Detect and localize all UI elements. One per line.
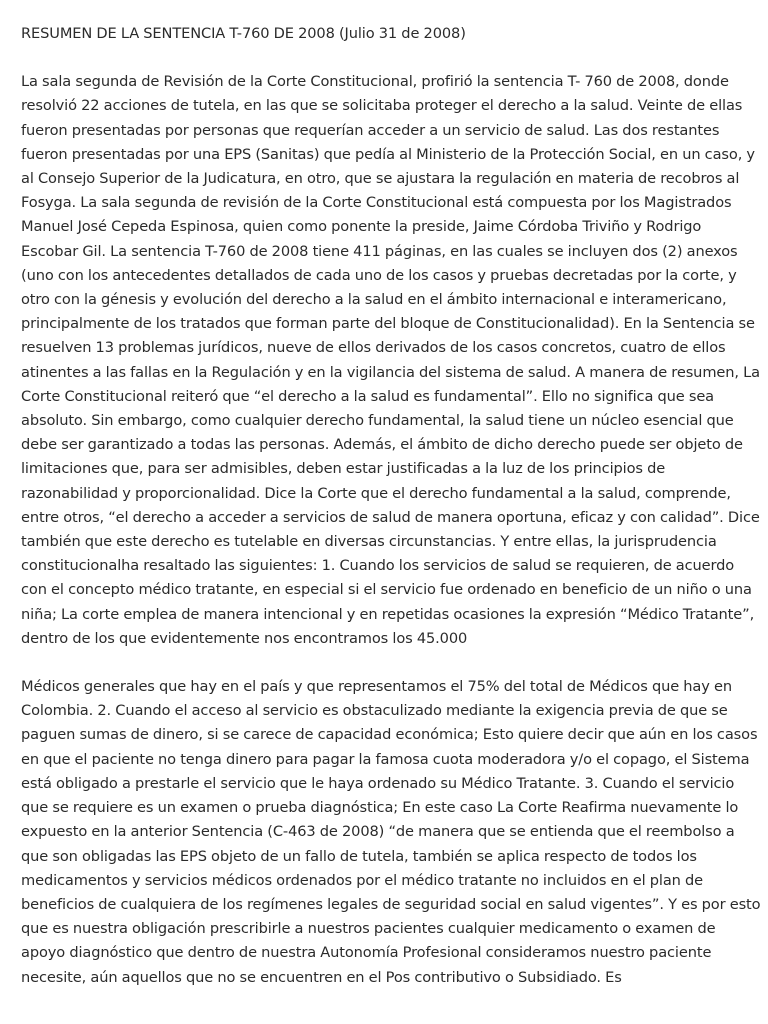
paragraph-1: La sala segunda de Revisión de la Corte Constitucional, profirió la sentencia T- 760 de 2008, donde resolvió 22 acciones de tutela, en las que se solicitaba proteger el derecho a la salud. Veinte de ellas fueron presentadas por personas que requerían acceder a un servicio de salud. Las dos restantes fueron presentadas por una EPS (Sanitas) que pedía al Ministerio de la Protección Social, en un caso, y al Consejo Superior de la Judicatura, en otro, que se ajustara la regulación en materia de recobros al Fosyga. La sala segunda de revisión de la Corte Constitucional está compuesta por los Magistrados Manuel José Cepeda Espinosa, quien como ponente la preside, Jaime Córdoba Triviño y Rodrigo Escobar Gil. La sentencia T-760 de 2008 tiene 411 páginas, en las cuales se incluyen dos (2) anexos (uno con los antecedentes detallados de cada uno de los casos y pruebas decretadas por la corte, y otro con la génesis y evolución del derecho a la salud en el ámbito internacional e interamericano, principalmente de los tratados que forman parte del bloque de Constitucionalidad). En la Sentencia se resuelven 13 problemas jurídicos, nueve de ellos derivados de los casos concretos, cuatro de ellos atinentes a las fallas en la Regulación y en la vigilancia del sistema de salud. A manera de resumen, La Corte Constitucional reiteró que “el derecho a la salud es fundamental”. Ello no significa que sea absoluto. Sin embargo, como cualquier derecho fundamental, la salud tiene un núcleo esencial que debe ser garantizado a todas las personas. Además, el ámbito de dicho derecho puede ser objeto de limitaciones que, para ser admisibles, deben estar justificadas a la luz de los principios de razonabilidad y proporcionalidad. Dice la Corte que el derecho fundamental a la salud, comprende, entre otros, “el derecho a acceder a servicios de salud de manera oportuna, eficaz y con calidad”. Dice también que este derecho es tutelable en diversas circunstancias. Y entre ellas, la jurisprudencia constitucionalha resaltado las siguientes: 1. Cuando los servicios de salud se requieren, de acuerdo con el concepto médico tratante, en especial si el servicio fue ordenado en beneficio de un niño o una niña; La corte emplea de manera intencional y en repetidas ocasiones la expresión “Médico Tratante”, dentro de los que evidentemente nos encontramos los 45.000: [21, 73, 760, 647]
paragraph-2: Médicos generales que hay en el país y que representamos el 75% del total de Médicos que hay en Colombia. 2. Cuando el acceso al servicio es obstaculizado mediante la exigencia previa de que se paguen sumas de dinero, si se carece de capacidad económica; Esto quiere decir que aún en los casos en que el paciente no tenga dinero para pagar la famosa cuota moderadora y/o el copago, el Sistema está obligado a prestarle el servicio que le haya ordenado su Médico Tratante. 3. Cuando el servicio que se requiere es un examen o prueba diagnóstica; En este caso La Corte Reafirma nuevamente lo expuesto en la anterior Sentencia (C-463 de 2008) “de manera que se entienda que el reembolso a que son obligadas las EPS objeto de un fallo de tutela, también se aplica respecto de todos los medicamentos y servicios médicos ordenados por el médico tratante no incluidos en el plan de beneficios de cualquiera de los regímenes legales de seguridad social en salud vigentes”. Y es por esto que es nuestra obligación prescribirle a nuestros pacientes cualquier medicamento o examen de apoyo diagnóstico que dentro de nuestra Autonomía Profesional consideramos nuestro paciente necesite, aún aquellos que no se encuentren en el Pos contributivo o Subsidiado. Es: [21, 678, 761, 986]
document-title: RESUMEN DE LA SENTENCIA T-760 DE 2008 (Julio 31 de 2008): [21, 25, 466, 42]
document-page: [21, 22, 761, 1014]
